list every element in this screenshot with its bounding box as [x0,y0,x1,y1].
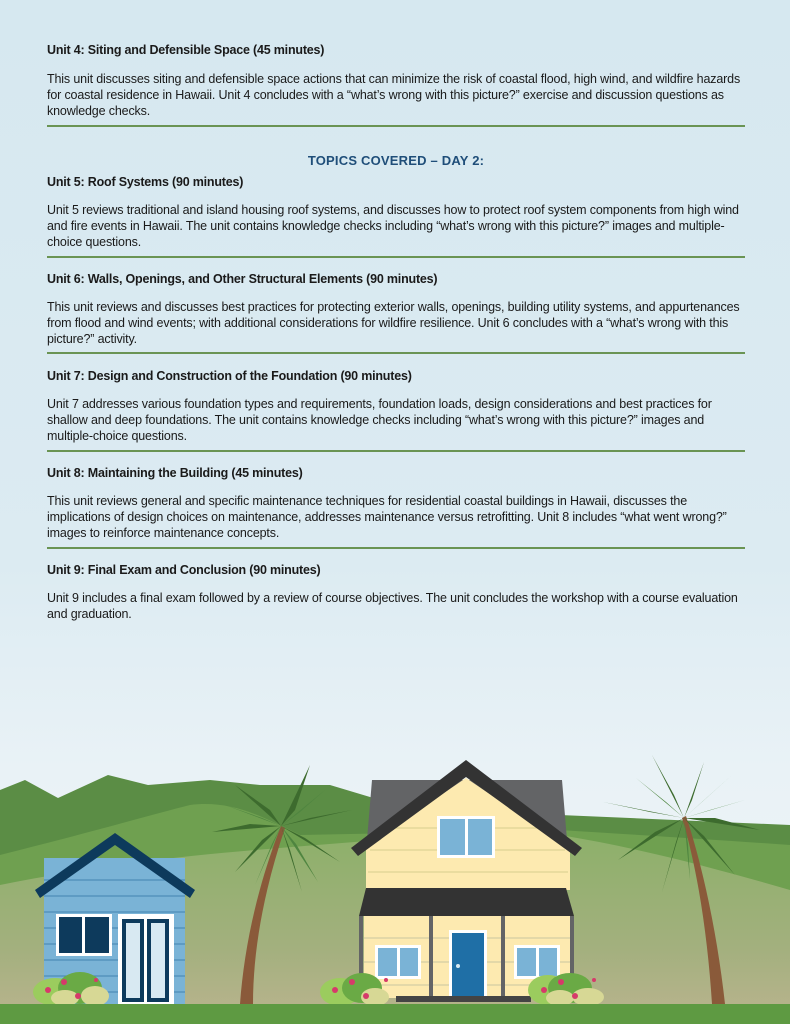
unit-5-title: Unit 5: Roof Systems (90 minutes) [47,175,244,189]
unit-7-title: Unit 7: Design and Construction of the Foundation (90 minutes) [47,369,412,383]
divider [47,547,745,549]
unit-8-description: This unit reviews general and specific maintenance techniques for residential coastal buildings in Hawaii, discusses the implications of design choices on maintenance, addresses maintenance versus retrofitting. Unit 8 includes “what went wrong?” images to reinforce maintenance concepts. [47,494,727,540]
unit-9-description: Unit 9 includes a final exam followed by a review of course objectives. The unit concludes the workshop with a course evaluation and graduation. [47,591,738,621]
unit-6-description: This unit reviews and discusses best practices for protecting exterior walls, openings, building utility systems, and appurtenances from flood and wind events; with additional considerations for wildfire resilience. Unit 6 concludes with a “what’s wrong with this picture?” activity. [47,300,740,346]
unit-8-title: Unit 8: Maintaining the Building (45 minutes) [47,466,303,480]
unit-4-description: This unit discusses siting and defensible space actions that can minimize the risk of coastal flood, high wind, and wildfire hazards for coastal residence in Hawaii. Unit 4 concludes with a “what’s wrong with this picture?” exercise and discussion questions as knowledge checks. [47,72,741,118]
hawaii-houses-illustration [0,740,790,1024]
unit-7-description: Unit 7 addresses various foundation types and requirements, foundation loads, design considerations and best practices for shallow and deep foundations. The unit contains knowledge checks including “what’s wrong with this picture?” images and multiple-choice questions. [47,397,712,443]
day-2-heading: TOPICS COVERED – DAY 2: [307,153,485,168]
unit-5-description: Unit 5 reviews traditional and island housing roof systems, and discusses how to protect roof system components from high wind and fire events in Hawaii. The unit contains knowledge checks including “what’s wrong with this picture?” images and multiple-choice questions. [47,203,739,249]
divider [47,256,745,258]
divider [47,125,745,127]
divider [47,450,745,452]
grass-strip [0,1004,790,1024]
unit-4-title: Unit 4: Siting and Defensible Space (45 minutes) [47,43,325,57]
door-knob [456,964,460,968]
unit-9-title: Unit 9: Final Exam and Conclusion (90 minutes) [47,563,321,577]
unit-6-title: Unit 6: Walls, Openings, and Other Structural Elements (90 minutes) [47,272,438,286]
yellow-house [351,760,582,1002]
divider [47,352,745,354]
